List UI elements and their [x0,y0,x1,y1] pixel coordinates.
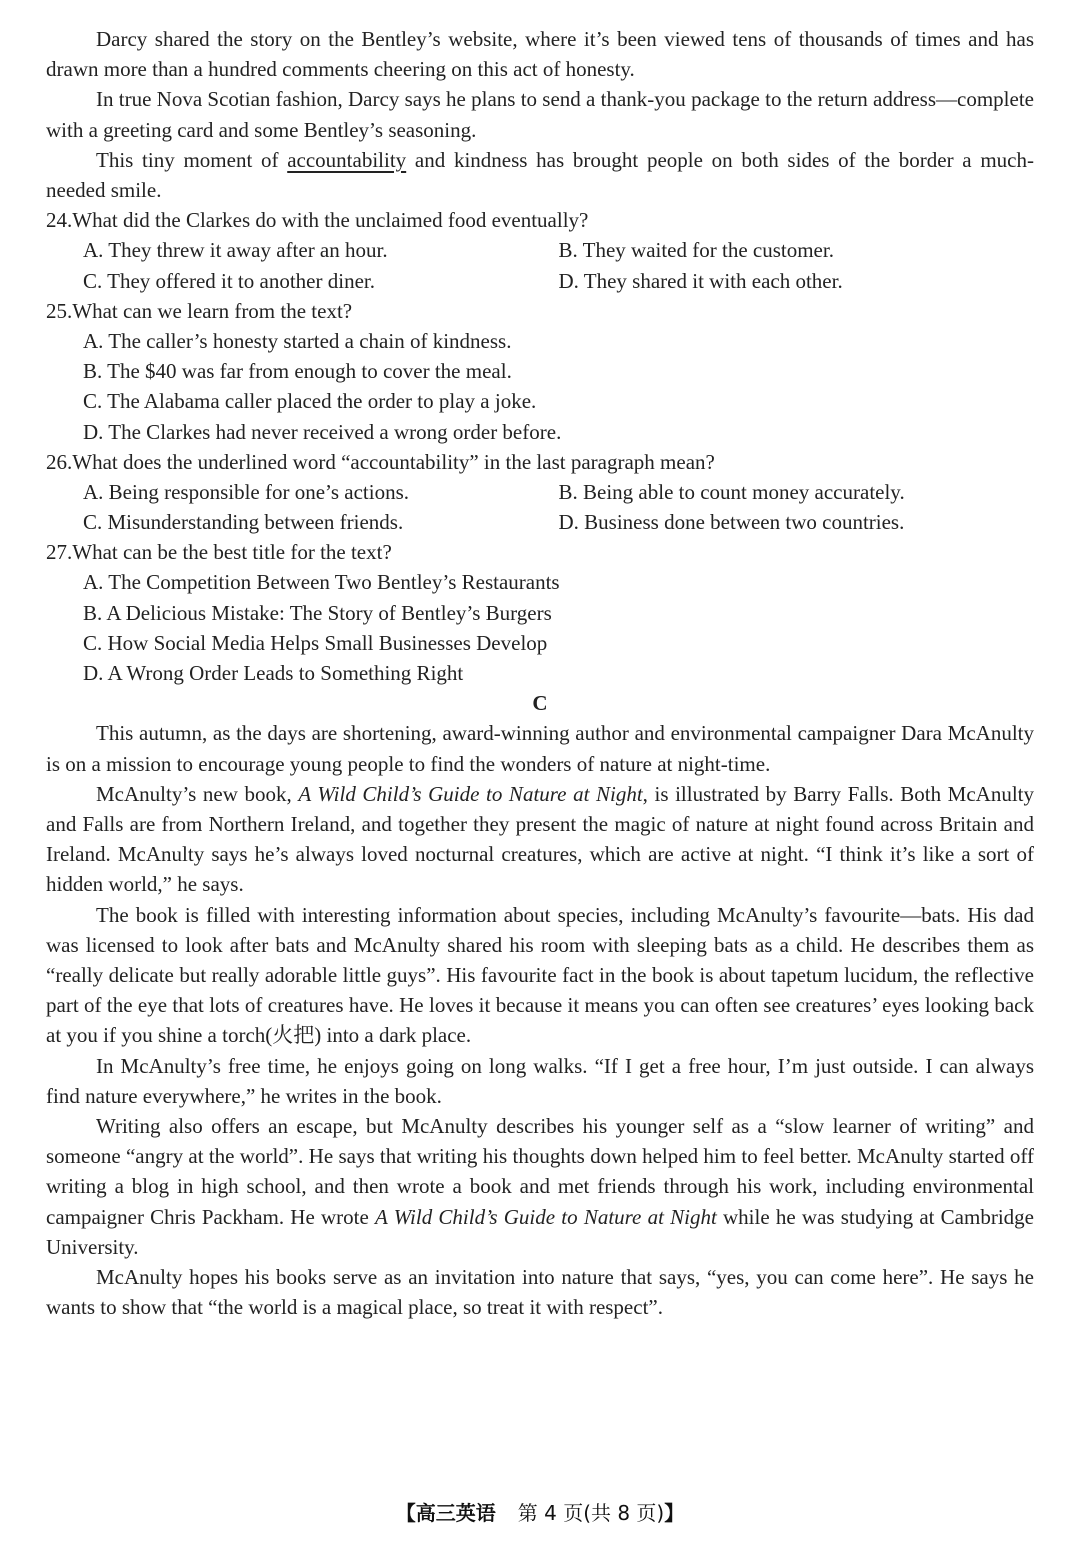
option-b[interactable]: B. Being able to count money accurately. [558,479,905,504]
section-heading: C [532,691,548,716]
question-text: What can be the best title for the text? [72,540,392,565]
question-number: 24. [46,208,73,233]
option-d[interactable]: D. Business done between two countries. [558,510,905,535]
question-number: 25. [46,298,73,323]
question-25 [46,296,1034,447]
paragraph-with-underlined-word [46,145,1034,205]
option-c[interactable]: C. Misunderstanding between friends. [83,510,404,535]
passage-c [46,688,1034,1322]
exam-page [46,24,1034,1322]
question-24 [46,205,1034,296]
option-row [46,507,1034,537]
footer-bracket-open: 【 [395,1501,416,1525]
option-d[interactable]: D. The Clarkes had never received a wrong order before. [83,419,562,444]
question-stem [46,296,1034,326]
book-title: A Wild Child’s Guide to Nature at Night [298,781,643,806]
question-text: What does the underlined word “accountability” in the last paragraph mean? [72,449,715,474]
paragraph: McAnulty hopes his books serve as an invitation into nature that says, “yes, you can come here”. He says he wants to show that “the world is a magical place, so treat it with respect”. [46,1265,1034,1320]
paragraph: This autumn, as the days are shortening, award-winning author and environmental campaigner Dara McAnulty is on a mission to encourage young people to find the wonders of nature at night-time. [46,721,1034,776]
option-b[interactable]: B. The $40 was far from enough to cover the meal. [83,359,512,384]
text: Writing also offers an escape, but McAnulty describes his younger self as a “slow learner of writing” and someone “angry at the world”. He says that writing his thoughts down helped him to feel better. McAnulty started off writing a blog in high school, and then wrote a book and met friends through his work, including environmental campaigner Chris Packham. He wrote [46,1114,1034,1229]
footer-page-number: 第 4 页(共 8 页) [517,1501,665,1525]
option-c[interactable]: C. The Alabama caller placed the order to play a joke. [83,389,537,414]
paragraph: In McAnulty’s free time, he enjoys going on long walks. “If I get a free hour, I’m just outside. I can always find nature everywhere,” he writes in the book. [46,1053,1034,1108]
option-a[interactable]: A. The caller’s honesty started a chain of kindness. [83,328,512,353]
option-d[interactable]: D. A Wrong Order Leads to Something Right [83,661,464,686]
option-c[interactable]: C. How Social Media Helps Small Businesses Develop [83,630,548,655]
question-text: What can we learn from the text? [72,298,353,323]
option-b[interactable]: B. A Delicious Mistake: The Story of Bentley’s Burgers [83,600,552,625]
question-text: What did the Clarkes do with the unclaimed food eventually? [72,208,589,233]
question-stem [46,205,1034,235]
option-row [46,266,1034,296]
text: and kindness has brought people on both sides of the border a much-needed smile. [46,147,1034,203]
paragraph: In true Nova Scotian fashion, Darcy says he plans to send a thank-you package to the return address—complete with a greeting card and some Bentley’s seasoning. [46,87,1034,142]
question-26 [46,447,1034,538]
paragraph [46,1111,1034,1262]
question-number: 27. [46,540,73,565]
option-row [46,235,1034,265]
option-d[interactable]: D. They shared it with each other. [558,268,843,293]
question-stem [46,537,1034,567]
footer-bracket-close: 】 [664,1501,685,1525]
text: while he was studying at Cambridge University. [46,1204,1034,1259]
option-b[interactable]: B. They waited for the customer. [558,238,834,263]
book-title: A Wild Child’s Guide to Nature at Night [375,1204,717,1229]
text: , is illustrated by Barry Falls. Both McAnulty and Falls are from Northern Ireland, and together they present the magic of nature at night found across Britain and Ireland. McAnulty says he’s always loved nocturnal creatures, which are active at night. “I think it’s like a sort of hidden world,” he says. [46,781,1035,897]
footer-subject: 高三英语 [415,1501,496,1525]
underlined-word: accountability [287,147,407,172]
text: This tiny moment of [96,147,288,172]
question-number: 26. [46,449,73,474]
option-a[interactable]: A. They threw it away after an hour. [83,238,388,263]
paragraph: The book is filled with interesting information about species, including McAnulty’s favourite—bats. His dad was licensed to look after bats and McAnulty shared his room with sleeping bats as a child. He describes them as “really delicate but really adorable little guys”. His favourite fact in the book is about tapetum lucidum, the reflective part of the eye that lots of creatures have. He loves it because it means you can often see creatures’ eyes looking back at you if you shine a torch(火把) into a dark place. [46,902,1034,1048]
option-row [46,477,1034,507]
page-footer [0,1497,1080,1526]
question-stem [46,447,1034,477]
paragraph [46,779,1034,900]
passage-b-ending [46,24,1034,205]
option-a[interactable]: A. Being responsible for one’s actions. [83,479,410,504]
question-27 [46,537,1034,688]
text: McAnulty’s new book, [96,781,299,806]
paragraph: Darcy shared the story on the Bentley’s website, where it’s been viewed tens of thousands of times and has drawn more than a hundred comments cheering on this act of honesty. [46,27,1034,82]
option-a[interactable]: A. The Competition Between Two Bentley’s Restaurants [83,570,560,595]
option-c[interactable]: C. They offered it to another diner. [83,268,375,293]
